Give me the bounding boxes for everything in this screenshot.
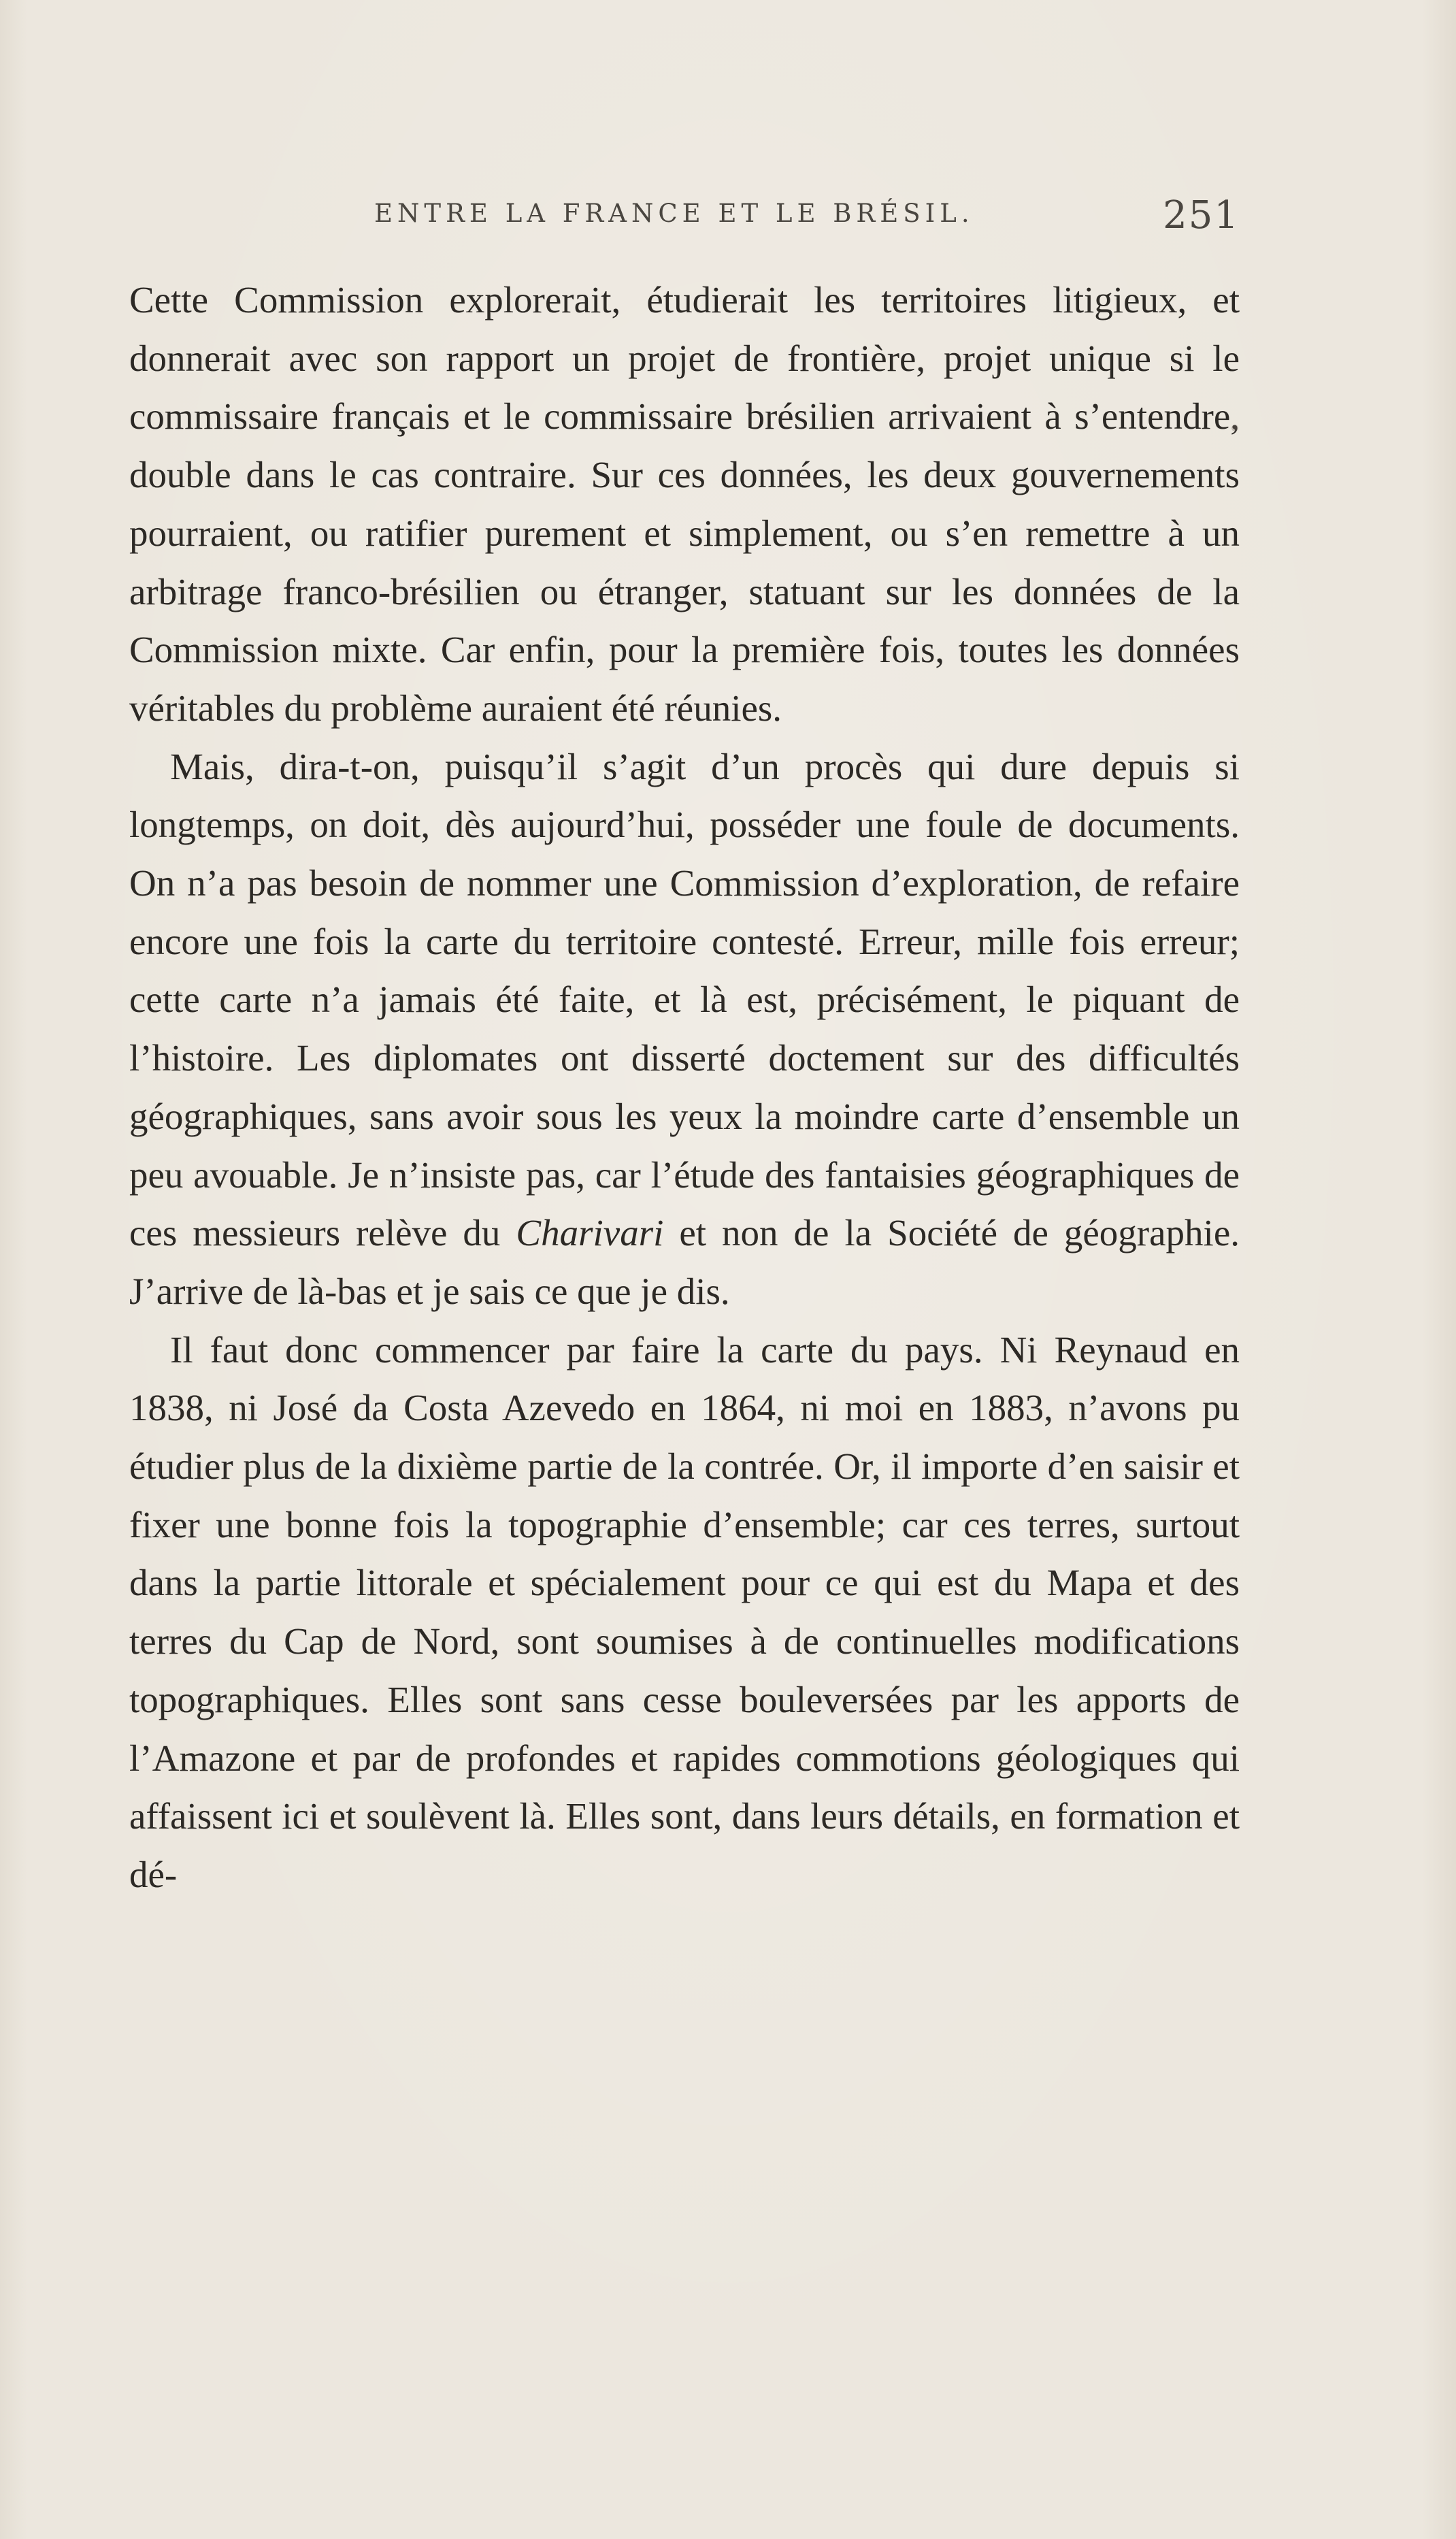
paragraph-3-text: Il faut donc commencer par faire la carte du pays. Ni Reynaud en 1838, ni José da Costa Azevedo en 1864, ni moi en 1883, n’avons pu étudier plus de la dixième partie de la contrée. Or, il importe d’en saisir et fixer une bonne fois la topographie d’ensemble; car ces terres, surtout dans la partie littorale et spécialement pour ce qui est du Mapa et des terres du Cap de Nord, sont soumises à de continuelles modifications topographiques. Elles sont sans cesse bouleversées par les apports de l’Amazone et par de profondes et rapides commotions géologiques qui affaissent ici et soulèvent là. Elles sont, dans leurs détails, en formation et dé-	[129, 1328, 1240, 1895]
page-header	[129, 193, 1240, 246]
paragraph-2-text-end: et non de la Société de géographie. J’arrive de là-bas et je sais ce que je dis.	[129, 1212, 1240, 1312]
running-head: ENTRE LA FRANCE ET LE BRÉSIL.	[374, 199, 974, 228]
paragraph-2-italic-title: Charivari	[516, 1212, 664, 1254]
page-number: 251	[1163, 193, 1240, 237]
paragraph-1-text: Cette Commission explorerait, étudierait les territoires litigieux, et donnerait avec son rapport un projet de frontière, projet unique si le commissaire français et le commissaire brésilien arrivaient à s’entendre, double dans le cas contraire. Sur ces données, les deux gouvernements pourraient, ou ratifier purement et simplement, ou s’en remettre à un arbitrage franco-brésilien ou étranger, statuant sur les données de la Commission mixte. Car enfin, pour la première fois, toutes les données véritables du problème auraient été réunies.	[129, 279, 1240, 729]
paragraph-2-text-start: Mais, dira-t-on, puisqu’il s’agit d’un procès qui dure depuis si longtemps, on doit, dès aujourd’hui, posséder une foule de documents. On n’a pas besoin de nommer une Commission d’exploration, de refaire encore une fois la carte du territoire contesté. Erreur, mille fois erreur; cette carte n’a jamais été faite, et là est, précisément, le piquant de l’histoire. Les diplomates ont disserté doctement sur des difficultés géographiques, sans avoir sous les yeux la moindre carte d’ensemble un peu avouable. Je n’insiste pas, car l’étude des fantaisies géographiques de ces messieurs relève du	[129, 745, 1240, 1254]
paragraph-3	[129, 1321, 1240, 1904]
paper-speck	[178, 992, 182, 996]
paper-speck	[1231, 425, 1238, 431]
paragraph-2	[129, 738, 1240, 1321]
paragraph-1	[129, 271, 1240, 738]
body-text	[129, 271, 1240, 1904]
